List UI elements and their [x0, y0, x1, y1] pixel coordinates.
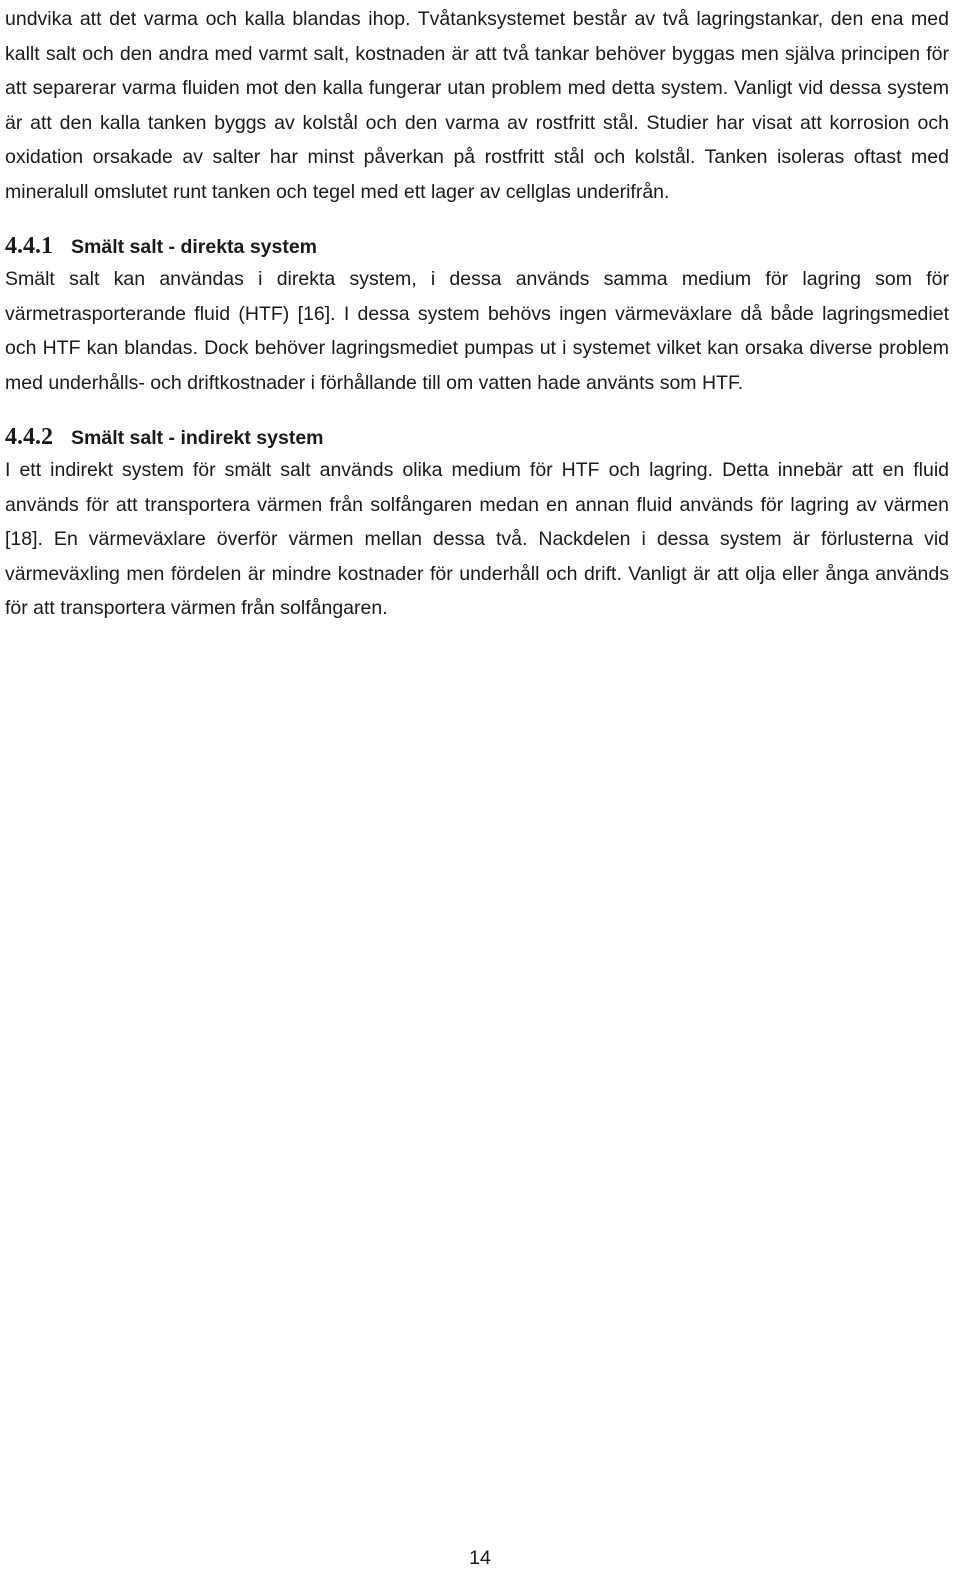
spacer	[5, 209, 949, 220]
document-page	[5, 0, 949, 626]
section-number: 4.4.2	[5, 424, 53, 450]
section-title: Smält salt - indirekt system	[71, 427, 324, 449]
spacer	[5, 400, 949, 411]
section-number: 4.4.1	[5, 233, 53, 259]
section-title: Smält salt - direkta system	[71, 236, 318, 258]
section-heading-4-4-2	[5, 411, 949, 453]
section-heading-4-4-1	[5, 220, 949, 262]
section-body-direct-system: Smält salt kan användas i direkta system, i dessa används samma medium för lagring som för värmetrasporterande fluid (HTF) [16]. I dessa system behövs ingen värmeväxlare då både lagringsmediet och HTF kan blandas. Dock behöver lagringsmediet pumpas ut i systemet vilket kan orsaka diverse problem med underhålls- och driftkostnader i förhållande till om vatten hade använts som HTF.	[5, 268, 949, 394]
intro-paragraph: undvika att det varma och kalla blandas ihop. Tvåtanksystemet består av två lagringstankar, den ena med kallt salt och den andra med varmt salt, kostnaden är att två tankar behöver byggas men själva principen för att separerar varma fluiden mot den kalla fungerar utan problem med detta system. Vanligt vid dessa system är att den kalla tanken byggs av kolstål och den varma av rostfritt stål. Studier har visat att korrosion och oxidation orsakade av salter har minst påverkan på rostfritt stål och kolstål. Tanken isoleras oftast med mineralull omslutet runt tanken och tegel med ett lager av cellglas underifrån.	[5, 8, 949, 203]
page-number: 14	[469, 1547, 491, 1569]
section-body-indirect-system: I ett indirekt system för smält salt används olika medium för HTF och lagring. Detta innebär att en fluid används för att transportera värmen från solfångaren medan en annan fluid används för lagring av värmen [18]. En värmeväxlare överför värmen mellan dessa två. Nackdelen i dessa system är förlusterna vid värmeväxling men fördelen är mindre kostnader för underhåll och drift. Vanligt är att olja eller ånga används för att transportera värmen från solfångaren.	[5, 459, 949, 619]
